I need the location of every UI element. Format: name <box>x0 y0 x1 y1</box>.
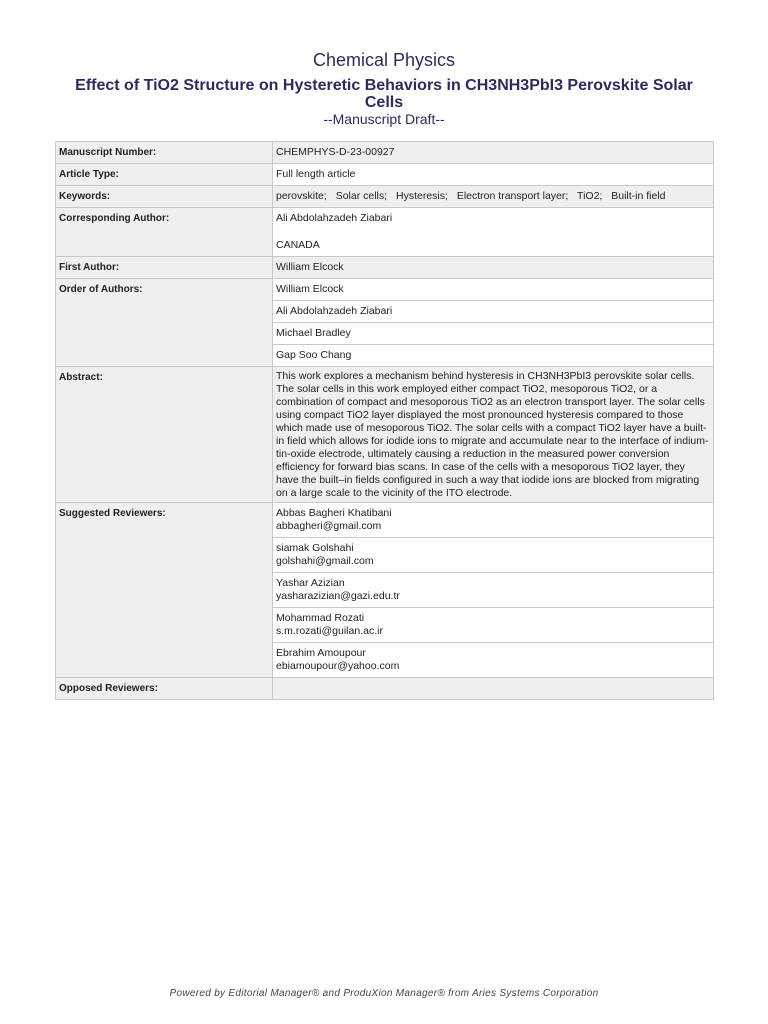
keyword: Electron transport layer; <box>456 190 569 202</box>
reviewer-email: golshahi@gmail.com <box>276 555 374 567</box>
author-item: William Elcock <box>273 279 714 301</box>
footer-powered-by: Powered by Editorial Manager® and ProduXion Manager® from Aries Systems Corporation <box>169 988 599 999</box>
label-abstract: Abstract: <box>56 367 273 503</box>
reviewer-name: Ebrahim Amoupour <box>276 647 366 659</box>
corresponding-author-country: CANADA <box>276 239 320 251</box>
label-keywords: Keywords: <box>56 186 273 208</box>
corresponding-author-name: Ali Abdolahzadeh Ziabari <box>276 212 393 224</box>
label-article-type: Article Type: <box>56 164 273 186</box>
reviewer-name: siamak Golshahi <box>276 542 354 554</box>
label-opposed-reviewers: Opposed Reviewers: <box>56 678 273 700</box>
value-opposed-reviewers <box>273 678 714 700</box>
manuscript-title: Effect of TiO2 Structure on Hysteretic Behaviors in CH3NH3PbI3 Perovskite Solar Cells <box>75 77 693 111</box>
row-first-author <box>56 257 714 279</box>
value-abstract: This work explores a mechanism behind hysteresis in CH3NH3PbI3 perovskite solar cells. The solar cells in this work employed either compact TiO2, mesoporous TiO2, or a combination of compact and mesoporous TiO2 as an electron transport layer. The solar cells using compact TiO2 layer displayed the most pronounced hysteresis compared to those which made use of mesoporous TiO2. The solar cells with a compact TiO2 layer have a built-in field which allows for iodide ions to migrate and accumulate near to the interface of indium-tin-oxide electrode, ultimately causing a reduction in the measured power conversion efficiency for forward bias scans. In case of the cells with a mesoporous TiO2 layer, they have the built–in fields configured in such a way that iodide ions are blocked from migrating on a large scale to the vicinity of the ITO electrode. <box>273 367 714 503</box>
manuscript-metadata-table <box>55 141 714 700</box>
journal-title: Chemical Physics <box>312 50 456 70</box>
label-suggested-reviewers: Suggested Reviewers: <box>56 503 273 678</box>
author-item: Michael Bradley <box>273 323 714 345</box>
row-corresponding-author <box>56 208 714 257</box>
reviewer-item <box>273 538 714 573</box>
row-suggested-reviewers <box>56 503 714 538</box>
value-keywords <box>273 186 714 208</box>
reviewer-name: Mohammad Rozati <box>276 612 365 624</box>
row-keywords <box>56 186 714 208</box>
keyword: perovskite; <box>276 190 327 202</box>
keyword: TiO2; <box>577 190 603 202</box>
keyword: Built-in field <box>611 190 666 202</box>
reviewer-item <box>273 608 714 643</box>
label-corresponding-author: Corresponding Author: <box>56 208 273 257</box>
label-first-author: First Author: <box>56 257 273 279</box>
manuscript-subtitle: --Manuscript Draft-- <box>323 111 445 127</box>
row-opposed-reviewers <box>56 678 714 700</box>
row-article-type <box>56 164 714 186</box>
label-manuscript-number: Manuscript Number: <box>56 142 273 164</box>
row-manuscript-number <box>56 142 714 164</box>
reviewer-name: Abbas Bagheri Khatibani <box>276 507 392 519</box>
reviewer-item <box>273 643 714 678</box>
value-first-author: William Elcock <box>273 257 714 279</box>
row-order-of-authors <box>56 279 714 301</box>
author-item: Ali Abdolahzadeh Ziabari <box>273 301 714 323</box>
reviewer-email: yasharazizian@gazi.edu.tr <box>276 590 400 602</box>
keyword: Hysteresis; <box>395 190 448 202</box>
reviewer-email: s.m.rozati@guilan.ac.ir <box>276 625 383 637</box>
value-manuscript-number: CHEMPHYS-D-23-00927 <box>273 142 714 164</box>
label-order-of-authors: Order of Authors: <box>56 279 273 367</box>
reviewer-email: abbagheri@gmail.com <box>276 520 382 532</box>
value-article-type: Full length article <box>273 164 714 186</box>
reviewer-name: Yashar Azizian <box>276 577 345 589</box>
reviewer-email: ebiamoupour@yahoo.com <box>276 660 400 672</box>
reviewer-item <box>273 503 714 538</box>
reviewer-item <box>273 573 714 608</box>
author-item: Gap Soo Chang <box>273 345 714 367</box>
value-corresponding-author <box>273 208 714 257</box>
row-abstract <box>56 367 714 503</box>
keyword: Solar cells; <box>335 190 388 202</box>
